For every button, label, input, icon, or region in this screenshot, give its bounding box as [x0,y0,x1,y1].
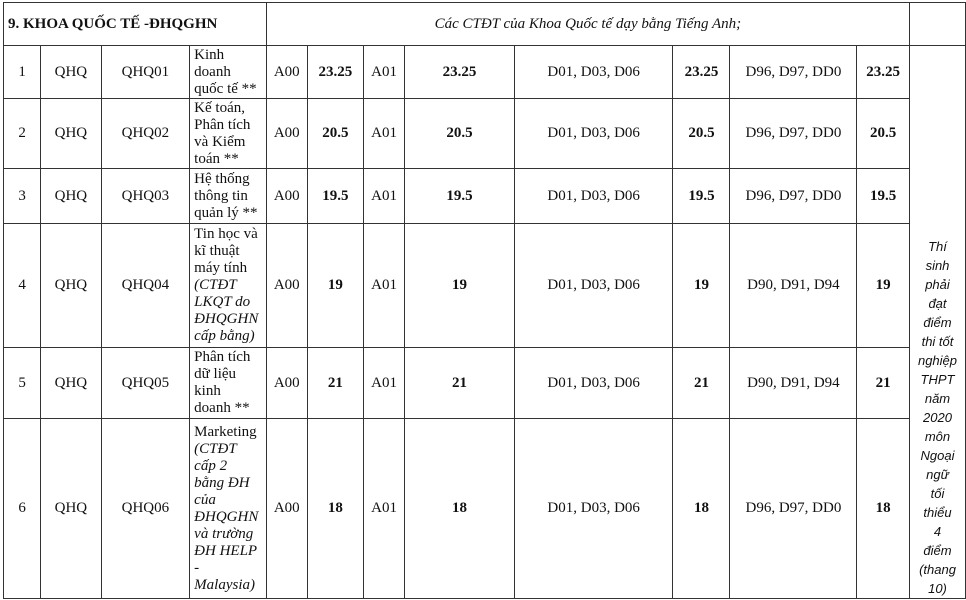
requirement-note-line: môn [924,428,951,444]
row-number: 1 [4,46,41,99]
program-name-line: kĩ thuật [194,243,240,259]
requirement-note-line: thi tốt [921,333,954,349]
program-name-line: (CTĐT [194,277,237,293]
subject-combo: A00 [266,348,307,419]
program-name-line: (CTĐT [194,440,237,457]
cutoff-score: 21 [673,348,730,419]
cutoff-score: 20.5 [857,99,910,169]
requirement-note-line: ngữ [926,466,949,482]
requirement-note-line: 4 [933,523,942,539]
row-number: 5 [4,348,41,419]
program-code: QHQ02 [101,99,190,169]
program-name-line: Phân tích [194,116,251,133]
subject-combo: A01 [363,169,404,224]
subject-combo: D01, D03, D06 [514,169,673,224]
table-row [4,348,966,419]
table-row [4,46,966,99]
cutoff-score: 23.25 [405,46,515,99]
program-name-line: quốc tế ** [194,80,257,97]
program-name-line: Phân tích [194,349,251,365]
requirement-note [910,46,966,599]
header-blank-cell [910,3,966,46]
admission-table [3,2,966,599]
program-name [190,99,267,169]
program-name-line: thông tin [194,187,248,204]
table-row [4,419,966,599]
row-number: 3 [4,169,41,224]
requirement-note-line: điểm [923,542,952,558]
cutoff-score: 19 [307,224,363,348]
program-name-line: quản lý ** [194,204,258,221]
subject-combo: D01, D03, D06 [514,224,673,348]
row-number: 6 [4,419,41,599]
subject-combo: A00 [266,419,307,599]
program-name-line: Tin học và [194,226,258,242]
program-name [190,169,267,224]
subject-combo: A01 [363,99,404,169]
program-name [190,46,267,99]
school-code: QHQ [41,99,101,169]
program-name-line: máy tính [194,260,248,276]
programs-note: Các CTĐT của Khoa Quốc tế dạy bằng Tiếng Anh; [266,3,909,46]
cutoff-score: 19 [673,224,730,348]
program-name-line: của [194,491,216,508]
cutoff-score: 20.5 [307,99,363,169]
program-name [190,419,267,599]
header-row [4,3,966,46]
subject-combo: D96, D97, DD0 [730,169,857,224]
faculty-title: 9. KHOA QUỐC TẾ -ĐHQGHN [4,3,267,46]
requirement-note-line: 2020 [923,409,952,425]
subject-combo: D90, D91, D94 [730,224,857,348]
cutoff-score: 18 [307,419,363,599]
subject-combo: A01 [363,419,404,599]
subject-combo: A01 [363,224,404,348]
requirement-note-line: năm [924,390,951,406]
cutoff-score: 20.5 [673,99,730,169]
table-row [4,169,966,224]
requirement-note-line: tối [930,485,945,501]
subject-combo: A01 [363,46,404,99]
requirement-note-line: Thí [928,238,947,254]
program-code: QHQ01 [101,46,190,99]
cutoff-score: 18 [673,419,730,599]
requirement-note-line: sinh [925,257,950,273]
requirement-note-line: đạt [928,295,947,311]
program-name-line: kinh [194,383,221,399]
cutoff-score: 19 [857,224,910,348]
cutoff-score: 23.25 [673,46,730,99]
subject-combo: D01, D03, D06 [514,99,673,169]
program-code: QHQ04 [101,224,190,348]
program-code: QHQ06 [101,419,190,599]
cutoff-score: 23.25 [307,46,363,99]
requirement-note-line: THPT [920,371,955,387]
cutoff-score: 19.5 [857,169,910,224]
cutoff-score: 21 [857,348,910,419]
school-code: QHQ [41,419,101,599]
requirement-note-line: Ngoại [920,447,955,463]
requirement-note-line: thiểu [923,504,952,520]
subject-combo: D01, D03, D06 [514,46,673,99]
program-name-line: bằng ĐH [194,474,250,491]
cutoff-score: 21 [405,348,515,419]
requirement-note-line: (thang [919,561,956,577]
program-name-line: Hệ thống [194,170,250,187]
program-name-line: cấp bằng) [194,328,255,344]
program-name-line: doanh [194,63,231,80]
subject-combo: A00 [266,46,307,99]
subject-combo: D96, D97, DD0 [730,46,857,99]
requirement-note-line: điểm [923,314,952,330]
program-name-line: ĐH HELP [194,542,258,559]
subject-combo: A01 [363,348,404,419]
subject-combo: A00 [266,169,307,224]
cutoff-score: 18 [857,419,910,599]
program-name-line: cấp 2 [194,457,228,474]
subject-combo: D90, D91, D94 [730,348,857,419]
subject-combo: D96, D97, DD0 [730,419,857,599]
cutoff-score: 21 [307,348,363,419]
requirement-note-line: nghiệp [917,352,958,368]
program-name-line: Malaysia) [194,576,255,593]
cutoff-score: 19.5 [405,169,515,224]
subject-combo: A00 [266,99,307,169]
row-number: 4 [4,224,41,348]
program-name [190,224,267,348]
program-name-line: và Kiểm [194,133,246,150]
cutoff-score: 19.5 [307,169,363,224]
program-name-line: dữ liệu [194,366,237,382]
cutoff-score: 19.5 [673,169,730,224]
program-code: QHQ05 [101,348,190,419]
cutoff-score: 18 [405,419,515,599]
subject-combo: D96, D97, DD0 [730,99,857,169]
table-row [4,99,966,169]
cutoff-score: 20.5 [405,99,515,169]
subject-combo: D01, D03, D06 [514,419,673,599]
school-code: QHQ [41,46,101,99]
school-code: QHQ [41,348,101,419]
program-name-line: ĐHQGHN [194,508,259,525]
requirement-note-line: 10) [928,580,947,596]
program-name-line: Kinh [194,46,225,63]
program-code: QHQ03 [101,169,190,224]
table-row [4,224,966,348]
program-name-line: - [194,559,200,576]
requirement-note-line: phải [925,276,950,292]
program-name [190,348,267,419]
cutoff-score: 19 [405,224,515,348]
school-code: QHQ [41,169,101,224]
program-name-line: LKQT do [194,294,251,310]
school-code: QHQ [41,224,101,348]
cutoff-score: 23.25 [857,46,910,99]
program-name-line: ĐHQGHN [194,311,259,327]
subject-combo: A00 [266,224,307,348]
program-name-line: Kế toán, [194,99,245,116]
subject-combo: D01, D03, D06 [514,348,673,419]
program-name-line: và trường [194,525,254,542]
program-name-line: Marketing [194,423,257,440]
program-name-line: doanh ** [194,400,250,416]
row-number: 2 [4,99,41,169]
program-name-line: toán ** [194,150,239,167]
